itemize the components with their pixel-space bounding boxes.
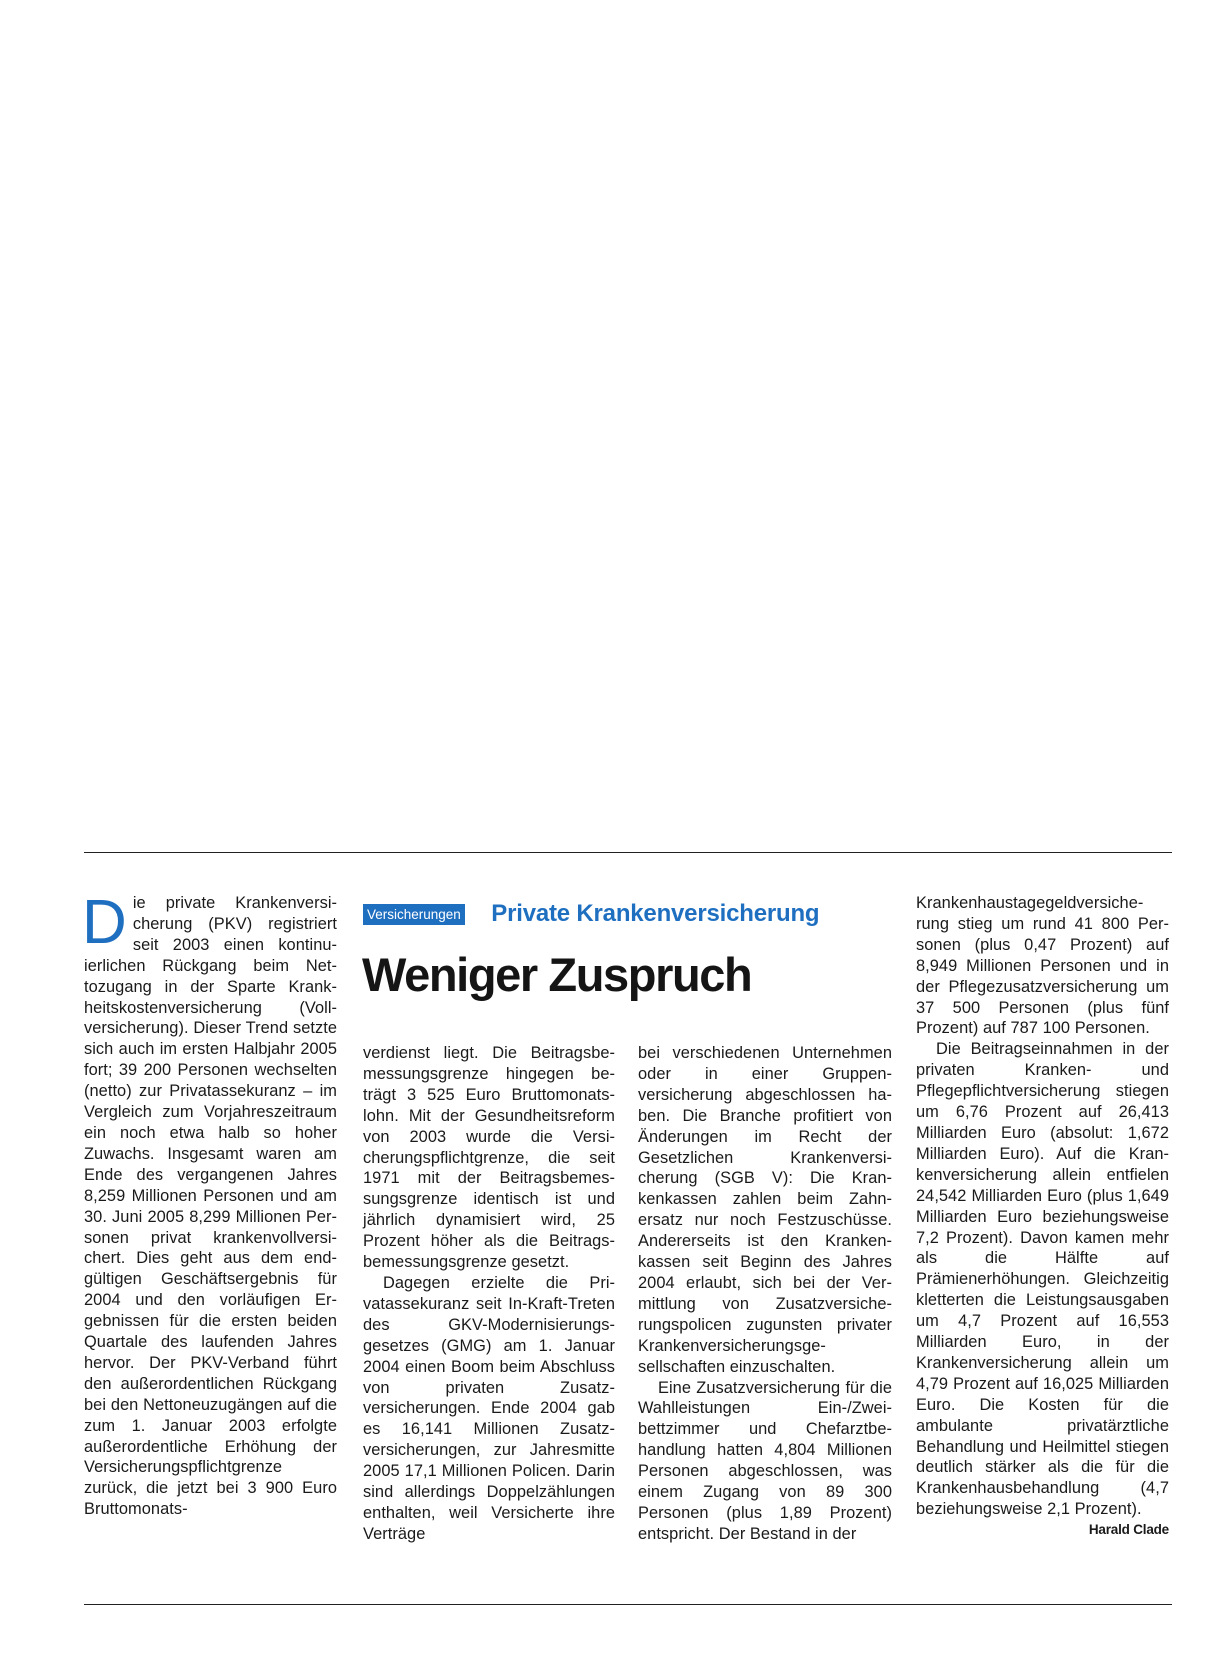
- paragraph: verdienst liegt. Die Beitragsbemessungsgrenze hingegen beträgt 3 525 Euro Bruttomonatslohn. Mit der Gesundheitsreform von 2003 wurde die Versicherungspflichtgrenze, die seit 1971 mit der Beitragsbemessungsgrenze identisch ist und jährlich dynamisiert wird, 25 Prozent höher als die Beitragsbemessungsgrenze gesetzt.: [363, 1044, 615, 1272]
- paragraph: Krankenhaustagegeldversicherung stieg um rund 41 800 Personen (plus 0,47 Prozent) auf 8,949 Millionen Personen und in der Pflegezusatzversicherung um 37 500 Personen (plus fünf Prozent) auf 787 100 Personen.: [916, 894, 1169, 1038]
- paragraph: [916, 1039, 1169, 1538]
- column-1: [82, 888, 337, 1520]
- top-rule: [84, 852, 1172, 853]
- paragraph: [82, 888, 337, 1520]
- author-byline: Harald Clade: [1088, 1522, 1169, 1538]
- paragraph: Eine Zusatzversicherung für die Wahlleistungen Ein-/Zweibettzimmer und Chefarztbehandlung hatten 4,804 Millionen Personen abgeschlossen, was einem Zugang von 89 300 Personen (plus 1,89 Prozent) entspricht. Der Bestand in der: [638, 1378, 892, 1543]
- paragraph-text: Die Beitragseinnahmen in der privaten Kranken- und Pflegepflichtversicherung stiegen um 6,76 Prozent auf 26,413 Milliarden Euro (absolut: 1,672 Milliarden Euro). Auf die Krankenversicherung allein entfielen 24,542 Milliarden Euro (plus 1,649 Milliarden Euro beziehungsweise 7,2 Prozent). Davon kamen mehr als die Hälfte auf Prämienerhöhungen. Gleichzeitig kletterten die Leistungsausgaben um 4,7 Prozent auf 16,553 Milliarden Euro, in der Krankenversicherung allein um 4,79 Prozent auf 16,025 Milliarden Euro. Die Kosten für die ambulante privatärztliche Behandlung und Heilmittel stiegen deutlich stärker als die für die Krankenhausbehandlung (4,7 beziehungsweise 2,1 Prozent).: [916, 1040, 1169, 1519]
- topic-title: Private Krankenversicherung: [491, 900, 820, 927]
- column-3: [638, 1043, 892, 1545]
- column-4: [916, 893, 1169, 1541]
- paragraph-text: ie private Krankenversicherung (PKV) registriert seit 2003 einen kontinuierlichen Rückgang beim Nettozugang in der Sparte Krankheitskostenversicherung (Vollversicherung). Dieser Trend setzte sich auch im ersten Halbjahr 2005 fort; 39 200 Personen wechselten (netto) zur Privatassekuranz – im Vergleich zum Vorjahreszeitraum ein noch etwa halb so hoher Zuwachs. Insgesamt waren am Ende des vergangenen Jahres 8,259 Millionen Personen und am 30. Juni 2005 8,299 Millionen Personen privat krankenvollversichert. Dies geht aus dem endgültigen Geschäftsergebnis für 2004 und den vorläufigen Ergebnissen für die ersten beiden Quartale des laufenden Jahres hervor. Der PKV-Verband führt den außerordentlichen Rückgang bei den Nettoneuzugängen auf die zum 1. Januar 2003 erfolgte außerordentliche Erhöhung der Versicherungspflichtgrenze zurück, die jetzt bei 3 900 Euro Bruttomonats-: [84, 894, 337, 1519]
- section-kicker: Versicherungen: [363, 904, 465, 925]
- headline: Weniger Zuspruch: [362, 948, 752, 1001]
- paragraph: Dagegen erzielte die Privatassekuranz seit In-Kraft-Treten des GKV-Modernisierungsgesetzes (GMG) am 1. Januar 2004 einen Boom beim Abschluss von privaten Zusatzversicherungen. Ende 2004 gab es 16,141 Millionen Zusatzversicherungen, zur Jahresmitte 2005 17,1 Millionen Policen. Darin sind allerdings Doppelzählungen enthalten, weil Versicherte ihre Verträge: [363, 1273, 615, 1543]
- drop-cap: D: [82, 888, 127, 957]
- paragraph: bei verschiedenen Unternehmen oder in einer Gruppenversicherung abgeschlossen haben. Die Branche profitiert von Änderungen im Recht der Gesetzlichen Krankenversicherung (SGB V): Die Krankenkassen zahlen beim Zahnersatz nur noch Festzuschüsse. Andererseits ist den Krankenkassen seit Beginn des Jahres 2004 erlaubt, sich bei der Vermittlung von Zusatzversicherungspolicen zugunsten privater Krankenversicherungsgesellschaften einzuschalten.: [638, 1044, 892, 1376]
- section-header: [363, 900, 819, 926]
- column-2: [363, 1043, 615, 1545]
- bottom-rule: [84, 1604, 1172, 1605]
